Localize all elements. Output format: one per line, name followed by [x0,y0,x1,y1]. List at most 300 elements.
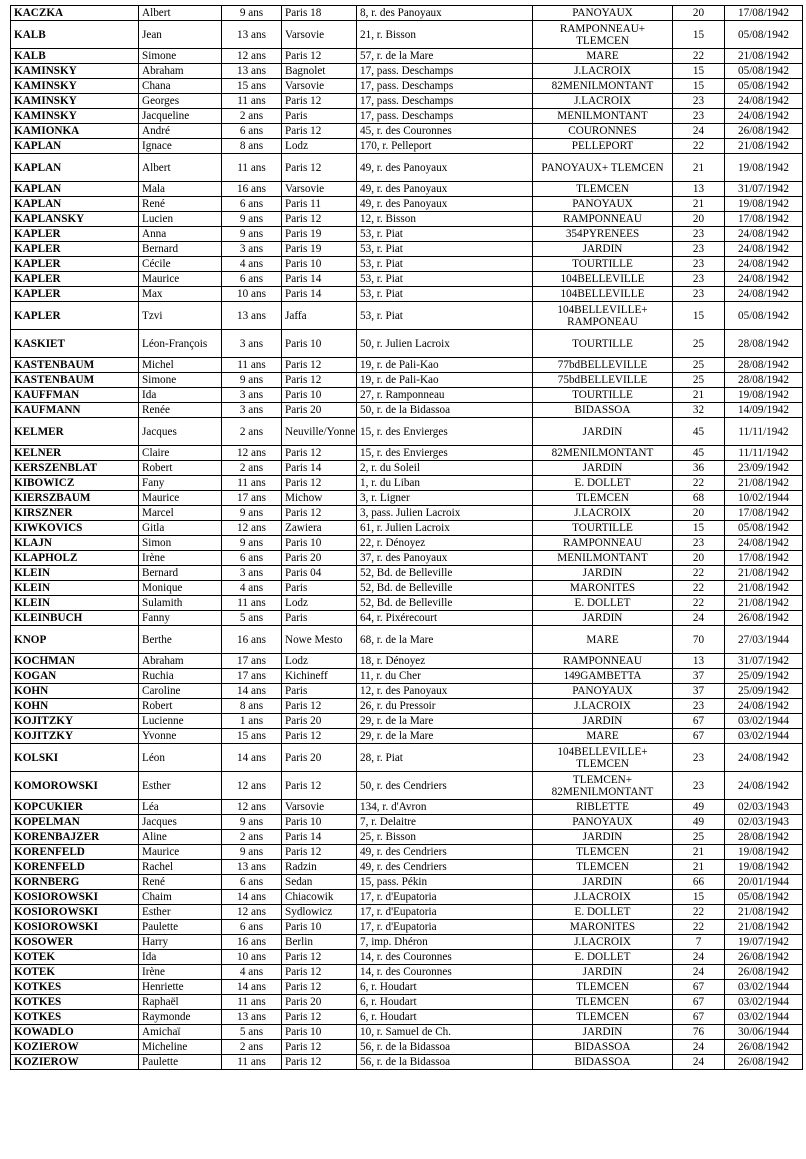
cell-birthplace: Zawiera [282,521,357,536]
cell-birthplace: Paris 14 [282,830,357,845]
cell-convoy: 23 [673,536,725,551]
cell-convoy: 23 [673,272,725,287]
cell-surname: KOZIEROW [11,1040,139,1055]
cell-birthplace: Paris 12 [282,49,357,64]
cell-first-name: André [139,124,222,139]
cell-age: 11 ans [222,358,282,373]
cell-school: TOURTILLE [533,521,673,536]
cell-date: 21/08/1942 [725,49,803,64]
cell-birthplace: Paris 12 [282,358,357,373]
cell-birthplace: Paris 10 [282,536,357,551]
cell-surname: KLEIN [11,566,139,581]
cell-address: 21, r. Bisson [357,21,533,49]
cell-convoy: 20 [673,6,725,21]
table-row [11,1040,803,1055]
cell-date: 26/08/1942 [725,950,803,965]
cell-surname: KASTENBAUM [11,373,139,388]
cell-first-name: Rachel [139,860,222,875]
cell-address: 64, r. Pixérecourt [357,611,533,626]
cell-surname: KOZIEROW [11,1055,139,1070]
table-row [11,272,803,287]
cell-age: 11 ans [222,154,282,182]
cell-first-name: Léon [139,744,222,772]
cell-birthplace: Paris 12 [282,1055,357,1070]
cell-convoy: 15 [673,21,725,49]
cell-date: 25/09/1942 [725,684,803,699]
cell-school: 104BELLEVILLE [533,272,673,287]
cell-age: 2 ans [222,418,282,446]
cell-age: 11 ans [222,94,282,109]
cell-surname: KAPLER [11,302,139,330]
cell-school: PANOYAUX+ TLEMCEN [533,154,673,182]
cell-school: J.LACROIX [533,506,673,521]
cell-age: 12 ans [222,905,282,920]
cell-first-name: Michel [139,358,222,373]
cell-date: 21/08/1942 [725,566,803,581]
cell-birthplace: Paris 11 [282,197,357,212]
cell-age: 17 ans [222,654,282,669]
cell-convoy: 23 [673,287,725,302]
cell-convoy: 67 [673,714,725,729]
table-row [11,124,803,139]
cell-convoy: 22 [673,139,725,154]
table-row [11,79,803,94]
cell-age: 13 ans [222,64,282,79]
table-row [11,551,803,566]
cell-convoy: 7 [673,935,725,950]
cell-school: TLEMCEN [533,182,673,197]
cell-birthplace: Paris 12 [282,154,357,182]
cell-convoy: 23 [673,257,725,272]
cell-address: 3, r. Ligner [357,491,533,506]
cell-surname: KLEIN [11,596,139,611]
cell-address: 50, r. de la Bidassoa [357,403,533,418]
cell-surname: KOMOROWSKI [11,772,139,800]
cell-school: TLEMCEN [533,491,673,506]
cell-surname: KAPLAN [11,139,139,154]
cell-birthplace: Paris 12 [282,1010,357,1025]
cell-surname: KELNER [11,446,139,461]
cell-address: 2, r. du Soleil [357,461,533,476]
cell-first-name: Léa [139,800,222,815]
cell-first-name: Georges [139,94,222,109]
cell-first-name: Amichaï [139,1025,222,1040]
cell-date: 03/02/1944 [725,980,803,995]
cell-age: 11 ans [222,995,282,1010]
cell-convoy: 23 [673,699,725,714]
cell-age: 3 ans [222,388,282,403]
cell-date: 11/11/1942 [725,446,803,461]
cell-address: 11, r. du Cher [357,669,533,684]
cell-convoy: 67 [673,980,725,995]
cell-date: 03/02/1944 [725,1010,803,1025]
cell-age: 6 ans [222,920,282,935]
cell-school: RAMPONNEAU+ TLEMCEN [533,21,673,49]
cell-convoy: 15 [673,79,725,94]
cell-age: 11 ans [222,596,282,611]
cell-age: 6 ans [222,124,282,139]
table-row [11,845,803,860]
cell-age: 15 ans [222,79,282,94]
cell-first-name: Harry [139,935,222,950]
table-row [11,49,803,64]
cell-birthplace: Paris 12 [282,772,357,800]
cell-address: 49, r. des Panoyaux [357,182,533,197]
cell-first-name: Maurice [139,491,222,506]
cell-surname: KAMINSKY [11,94,139,109]
cell-surname: KOTKES [11,1010,139,1025]
cell-first-name: Albert [139,6,222,21]
cell-date: 17/08/1942 [725,212,803,227]
cell-surname: KORNBERG [11,875,139,890]
cell-first-name: Bernard [139,242,222,257]
cell-first-name: Maurice [139,272,222,287]
cell-address: 50, r. des Cendriers [357,772,533,800]
cell-age: 6 ans [222,272,282,287]
cell-date: 19/08/1942 [725,197,803,212]
cell-surname: KAPLER [11,242,139,257]
cell-birthplace: Lodz [282,139,357,154]
cell-convoy: 21 [673,154,725,182]
cell-birthplace: Paris 12 [282,1040,357,1055]
cell-surname: KAPLANSKY [11,212,139,227]
cell-convoy: 22 [673,596,725,611]
table-row [11,965,803,980]
table-row [11,139,803,154]
cell-address: 14, r. des Couronnes [357,950,533,965]
table-row [11,1025,803,1040]
table-row [11,418,803,446]
cell-date: 21/08/1942 [725,581,803,596]
cell-school: 75bdBELLEVILLE [533,373,673,388]
cell-convoy: 23 [673,94,725,109]
cell-surname: KOSOWER [11,935,139,950]
cell-birthplace: Radzin [282,860,357,875]
cell-school: MENILMONTANT [533,109,673,124]
table-row [11,566,803,581]
cell-date: 17/08/1942 [725,506,803,521]
cell-convoy: 23 [673,227,725,242]
cell-first-name: Yvonne [139,729,222,744]
table-row [11,182,803,197]
cell-convoy: 22 [673,920,725,935]
cell-school: TLEMCEN [533,860,673,875]
cell-surname: KOPELMAN [11,815,139,830]
cell-address: 12, r. Bisson [357,212,533,227]
cell-birthplace: Lodz [282,654,357,669]
cell-birthplace: Paris 14 [282,287,357,302]
table-row [11,935,803,950]
cell-first-name: René [139,197,222,212]
cell-birthplace: Sydlowicz [282,905,357,920]
cell-convoy: 21 [673,197,725,212]
cell-school: 77bdBELLEVILLE [533,358,673,373]
cell-school: J.LACROIX [533,890,673,905]
cell-first-name: Marcel [139,506,222,521]
cell-age: 5 ans [222,611,282,626]
cell-convoy: 22 [673,49,725,64]
cell-date: 17/08/1942 [725,6,803,21]
table-row [11,242,803,257]
cell-school: RAMPONNEAU [533,212,673,227]
cell-age: 9 ans [222,536,282,551]
cell-birthplace: Paris 12 [282,124,357,139]
cell-surname: KOHN [11,684,139,699]
cell-school: MARONITES [533,920,673,935]
cell-school: 354PYRENEES [533,227,673,242]
cell-address: 29, r. de la Mare [357,714,533,729]
cell-birthplace: Paris 04 [282,566,357,581]
cell-date: 24/08/1942 [725,94,803,109]
cell-age: 6 ans [222,551,282,566]
cell-convoy: 24 [673,124,725,139]
table-row [11,950,803,965]
cell-address: 28, r. Piat [357,744,533,772]
cell-address: 52, Bd. de Belleville [357,596,533,611]
table-row [11,714,803,729]
cell-school: TOURTILLE [533,388,673,403]
cell-age: 16 ans [222,182,282,197]
cell-age: 4 ans [222,257,282,272]
cell-address: 56, r. de la Bidassoa [357,1040,533,1055]
cell-birthplace: Paris [282,684,357,699]
cell-school: BIDASSOA [533,403,673,418]
cell-surname: KACZKA [11,6,139,21]
cell-surname: KASKIET [11,330,139,358]
table-row [11,257,803,272]
cell-convoy: 37 [673,669,725,684]
records-body [11,6,803,1070]
table-row [11,521,803,536]
cell-age: 12 ans [222,521,282,536]
cell-first-name: Cécile [139,257,222,272]
cell-school: E. DOLLET [533,596,673,611]
cell-date: 24/08/1942 [725,257,803,272]
cell-school: J.LACROIX [533,699,673,714]
cell-address: 12, r. des Panoyaux [357,684,533,699]
cell-school: JARDIN [533,714,673,729]
cell-surname: KOHN [11,699,139,714]
cell-convoy: 20 [673,212,725,227]
cell-date: 24/08/1942 [725,699,803,714]
cell-address: 61, r. Julien Lacroix [357,521,533,536]
cell-birthplace: Nowe Mesto [282,626,357,654]
cell-first-name: Esther [139,905,222,920]
cell-school: JARDIN [533,965,673,980]
cell-address: 53, r. Piat [357,227,533,242]
cell-date: 27/03/1944 [725,626,803,654]
cell-convoy: 15 [673,302,725,330]
cell-address: 17, pass. Deschamps [357,64,533,79]
cell-convoy: 37 [673,684,725,699]
cell-school: TLEMCEN+ 82MENILMONTANT [533,772,673,800]
table-row [11,830,803,845]
cell-school: PANOYAUX [533,6,673,21]
cell-address: 27, r. Ramponneau [357,388,533,403]
cell-date: 05/08/1942 [725,79,803,94]
cell-date: 30/06/1944 [725,1025,803,1040]
cell-first-name: Ida [139,950,222,965]
cell-surname: KOTKES [11,980,139,995]
table-row [11,729,803,744]
cell-date: 26/08/1942 [725,1040,803,1055]
cell-first-name: Ignace [139,139,222,154]
cell-school: TLEMCEN [533,995,673,1010]
cell-date: 05/08/1942 [725,64,803,79]
cell-first-name: Bernard [139,566,222,581]
cell-address: 17, pass. Deschamps [357,79,533,94]
cell-convoy: 20 [673,551,725,566]
cell-birthplace: Paris 12 [282,980,357,995]
table-row [11,815,803,830]
cell-address: 53, r. Piat [357,302,533,330]
cell-address: 15, pass. Pékin [357,875,533,890]
cell-date: 28/08/1942 [725,830,803,845]
cell-birthplace: Paris 14 [282,272,357,287]
cell-birthplace: Paris 10 [282,815,357,830]
table-row [11,920,803,935]
cell-surname: KIRSZNER [11,506,139,521]
cell-birthplace: Paris 10 [282,920,357,935]
cell-convoy: 21 [673,860,725,875]
cell-age: 15 ans [222,729,282,744]
cell-surname: KOJITZKY [11,729,139,744]
cell-age: 3 ans [222,403,282,418]
cell-date: 21/08/1942 [725,596,803,611]
cell-date: 24/08/1942 [725,272,803,287]
cell-first-name: Maurice [139,845,222,860]
cell-first-name: Fanny [139,611,222,626]
cell-date: 21/08/1942 [725,920,803,935]
cell-address: 17, pass. Deschamps [357,109,533,124]
cell-birthplace: Paris 20 [282,714,357,729]
cell-date: 26/08/1942 [725,1055,803,1070]
cell-date: 24/08/1942 [725,536,803,551]
cell-first-name: Gitla [139,521,222,536]
cell-date: 05/08/1942 [725,521,803,536]
cell-birthplace: Paris 20 [282,551,357,566]
cell-date: 26/08/1942 [725,124,803,139]
cell-birthplace: Varsovie [282,79,357,94]
cell-age: 9 ans [222,373,282,388]
cell-first-name: Monique [139,581,222,596]
table-row [11,287,803,302]
cell-address: 7, imp. Dhéron [357,935,533,950]
table-row [11,330,803,358]
cell-birthplace: Paris 12 [282,845,357,860]
cell-first-name: Anna [139,227,222,242]
cell-birthplace: Paris 10 [282,388,357,403]
cell-date: 19/08/1942 [725,154,803,182]
cell-school: TLEMCEN [533,1010,673,1025]
cell-convoy: 13 [673,654,725,669]
cell-first-name: Chaim [139,890,222,905]
cell-first-name: Claire [139,446,222,461]
cell-address: 15, r. des Envierges [357,446,533,461]
cell-date: 26/08/1942 [725,965,803,980]
cell-convoy: 22 [673,566,725,581]
cell-school: 82MENILMONTANT [533,446,673,461]
cell-birthplace: Paris [282,109,357,124]
table-row [11,94,803,109]
table-row [11,654,803,669]
cell-convoy: 24 [673,965,725,980]
cell-surname: KELMER [11,418,139,446]
cell-age: 13 ans [222,21,282,49]
cell-age: 11 ans [222,476,282,491]
table-row [11,905,803,920]
cell-date: 05/08/1942 [725,890,803,905]
table-row [11,461,803,476]
cell-birthplace: Chiacowik [282,890,357,905]
cell-birthplace: Paris 12 [282,965,357,980]
cell-convoy: 67 [673,995,725,1010]
cell-birthplace: Paris 18 [282,6,357,21]
cell-age: 3 ans [222,566,282,581]
cell-age: 8 ans [222,139,282,154]
table-row [11,1010,803,1025]
cell-birthplace: Bagnolet [282,64,357,79]
cell-surname: KAMIONKA [11,124,139,139]
cell-school: MARONITES [533,581,673,596]
cell-age: 14 ans [222,890,282,905]
cell-school: J.LACROIX [533,935,673,950]
cell-surname: KALB [11,21,139,49]
cell-surname: KERSZENBLAT [11,461,139,476]
cell-date: 26/08/1942 [725,611,803,626]
cell-address: 19, r. de Pali-Kao [357,358,533,373]
cell-age: 13 ans [222,1010,282,1025]
cell-birthplace: Paris 20 [282,995,357,1010]
cell-birthplace: Paris 12 [282,94,357,109]
records-table [10,5,803,1070]
cell-surname: KORENFELD [11,860,139,875]
cell-surname: KNOP [11,626,139,654]
cell-convoy: 24 [673,1040,725,1055]
cell-school: TOURTILLE [533,330,673,358]
cell-age: 9 ans [222,6,282,21]
cell-surname: KASTENBAUM [11,358,139,373]
cell-convoy: 22 [673,905,725,920]
cell-convoy: 15 [673,521,725,536]
cell-surname: KORENBAJZER [11,830,139,845]
cell-age: 9 ans [222,845,282,860]
cell-surname: KALB [11,49,139,64]
cell-address: 52, Bd. de Belleville [357,566,533,581]
cell-birthplace: Paris 12 [282,729,357,744]
cell-age: 12 ans [222,800,282,815]
cell-birthplace: Jaffa [282,302,357,330]
cell-address: 49, r. des Cendriers [357,845,533,860]
cell-date: 05/08/1942 [725,302,803,330]
cell-school: JARDIN [533,461,673,476]
cell-address: 49, r. des Cendriers [357,860,533,875]
table-row [11,6,803,21]
cell-birthplace: Paris 20 [282,744,357,772]
cell-first-name: Robert [139,461,222,476]
cell-date: 31/07/1942 [725,182,803,197]
cell-age: 10 ans [222,287,282,302]
cell-convoy: 24 [673,1055,725,1070]
cell-convoy: 70 [673,626,725,654]
cell-age: 2 ans [222,461,282,476]
cell-date: 21/08/1942 [725,476,803,491]
cell-birthplace: Paris 10 [282,257,357,272]
cell-school: MENILMONTANT [533,551,673,566]
cell-date: 14/09/1942 [725,403,803,418]
cell-address: 49, r. des Panoyaux [357,197,533,212]
cell-address: 19, r. de Pali-Kao [357,373,533,388]
